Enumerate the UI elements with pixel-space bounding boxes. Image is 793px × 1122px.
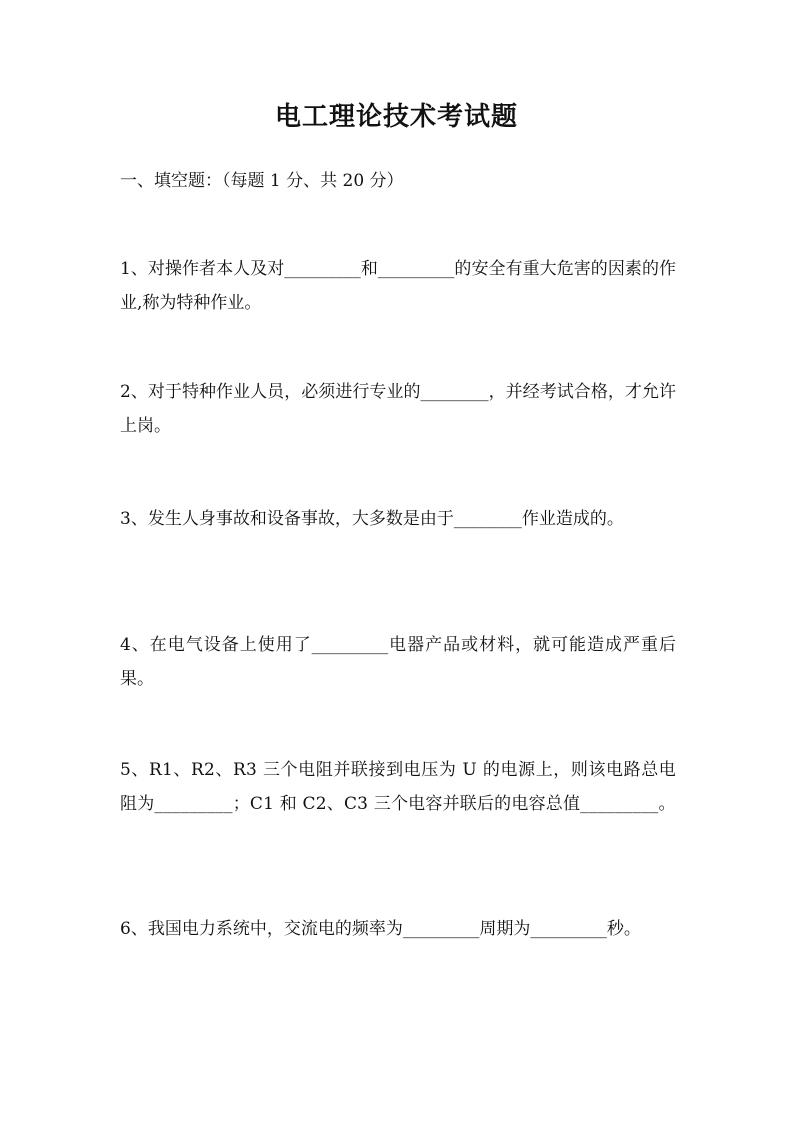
question-5: 5、R1、R2、R3 三个电阻并联接到电压为 U 的电源上，则该电路总电阻为_________；C1 和 C2、C3 三个电容并联后的电容总值_________。 — [120, 760, 676, 814]
section-heading-fill-in-blank: 一、填空题：（每题 1 分、共 20 分） — [120, 171, 404, 191]
question-6: 6、我国电力系统中，交流电的频率为_________周期为_________秒。 — [120, 919, 641, 939]
question-2: 2、对于特种作业人员，必须进行专业的________，并经考试合格，才允许上岗。 — [120, 382, 676, 436]
document-title: 电工理论技术考试题 — [274, 102, 518, 132]
question-3: 3、发生人身事故和设备事故，大多数是由于________作业造成的。 — [120, 509, 624, 529]
question-1: 1、对操作者本人及对_________和_________的安全有重大危害的因素的作业,称为特种作业。 — [120, 259, 676, 313]
question-4: 4、在电气设备上使用了_________电器产品或材料，就可能造成严重后果。 — [120, 635, 676, 689]
